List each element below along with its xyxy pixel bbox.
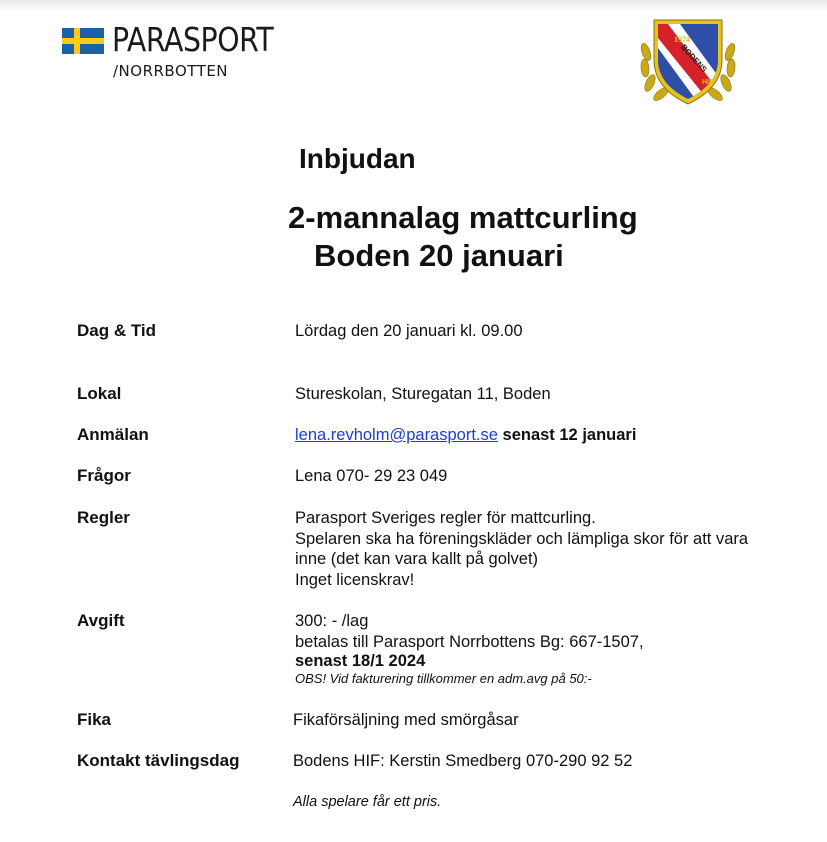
regler-line: inne (det kan vara kallt på golvet) <box>295 550 539 568</box>
label-fika: Fika <box>77 710 112 729</box>
value-lokal: Stureskolan, Sturegatan 11, Boden <box>295 385 551 403</box>
value-fika: Fikaförsäljning med smörgåsar <box>293 711 519 729</box>
avgift-deadline: senast 18/1 2024 <box>295 652 426 670</box>
crest-name: BODENS <box>679 42 709 75</box>
event-title: 2-mannalag mattcurling <box>288 200 638 235</box>
avgift-note: OBS! Vid fakturering tillkommer en adm.avg på 50:- <box>295 671 592 686</box>
avgift-payment: betalas till Parasport Norrbottens Bg: 667-1507, <box>295 632 644 651</box>
label-anmalan: Anmälan <box>77 425 149 444</box>
value-avgift <box>295 611 644 687</box>
event-date-title: Boden 20 januari <box>314 238 564 273</box>
value-fragor: Lena 070- 29 23 049 <box>295 467 448 485</box>
regler-line: Spelaren ska ha föreningskläder och lämpliga skor för att vara <box>295 529 749 548</box>
brand-subtitle: /NORRBOTTEN <box>113 62 229 80</box>
prize-note: Alla spelare får ett pris. <box>293 794 442 810</box>
regler-line: Inget licenskrav! <box>295 570 415 589</box>
value-kontakt: Bodens HIF: Kerstin Smedberg 070-290 92 52 <box>293 752 633 770</box>
bodens-hif-crest-icon <box>636 12 740 108</box>
swedish-flag-icon <box>62 28 104 54</box>
crest-year: 1974 <box>674 35 690 44</box>
label-lokal: Lokal <box>77 384 122 403</box>
invitation-heading: Inbjudan <box>299 143 416 174</box>
regler-line: Parasport Sveriges regler för mattcurling. <box>295 509 596 527</box>
label-avgift: Avgift <box>77 611 125 630</box>
label-dag-tid: Dag & Tid <box>77 321 157 340</box>
value-dag-tid: Lördag den 20 januari kl. 09.00 <box>295 322 523 340</box>
crest-abbr: HIF <box>702 79 714 86</box>
value-anmalan <box>295 425 636 446</box>
top-shadow <box>0 0 827 12</box>
anmalan-deadline: senast 12 januari <box>497 426 637 444</box>
label-fragor: Frågor <box>77 466 131 485</box>
value-regler <box>295 508 748 590</box>
label-regler: Regler <box>77 508 130 527</box>
email-link[interactable]: lena.revholm@parasport.se <box>295 426 498 444</box>
avgift-price: 300: - /lag <box>295 612 369 630</box>
label-kontakt: Kontakt tävlingsdag <box>77 751 240 770</box>
brand-name: PARASPORT <box>112 20 274 59</box>
